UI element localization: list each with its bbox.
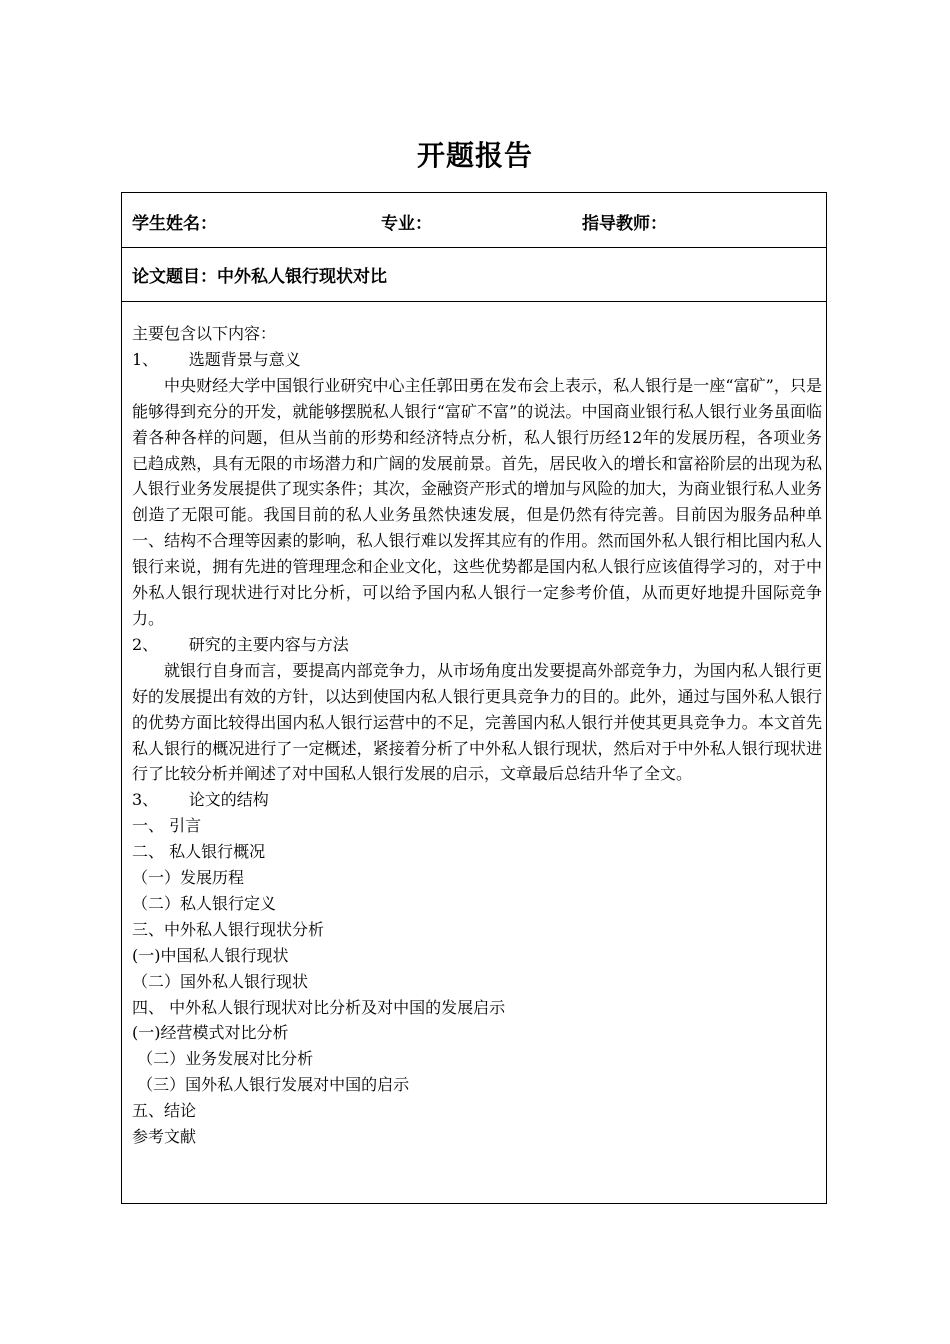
- report-table: [121, 192, 827, 1204]
- section1-heading: 1、 选题背景与意义: [132, 349, 301, 369]
- outline-item: 四、 中外私人银行现状对比分析及对中国的发展启示: [132, 997, 506, 1017]
- info-row: [122, 193, 826, 248]
- topic-value: 中外私人银行现状对比: [217, 267, 387, 287]
- outline-item: 参考文献: [132, 1127, 197, 1147]
- outline-item: （二）业务发展对比分析: [132, 1049, 314, 1069]
- section3-heading: 3、 论文的结构: [132, 790, 269, 810]
- section2-paragraph: 就银行自身而言，要提高内部竞争力，从市场角度出发要提高外部竞争力，为国内私人银行更好的发展提出有效的方针，以达到使国内私人银行更具竞争力的目的。此外，通过与国外私人银行的优势方面比较得出国内私人银行运营中的不足，完善国内私人银行并使其更具竞争力。本文首先私人银行的概况进行了一定概述，紧接着分析了中外私人银行现状，然后对于中外私人银行现状进行了比较分析并阐述了对中国私人银行发展的启示，文章最后总结升华了全文。: [132, 660, 822, 784]
- outline-item: (一)中国私人银行现状: [132, 945, 289, 965]
- outline-item: 三、中外私人银行现状分析: [132, 919, 325, 939]
- outline-item: （二）私人银行定义: [132, 893, 277, 913]
- content-body: [132, 321, 822, 1150]
- page-title: 开题报告: [416, 139, 533, 172]
- content-intro: 主要包含以下内容：: [132, 324, 277, 343]
- student-name-label: 学生姓名：: [132, 214, 217, 234]
- topic-row: [122, 247, 826, 302]
- major-label: 专业：: [381, 214, 432, 234]
- topic-label: 论文题目：: [132, 267, 217, 287]
- section2-heading: 2、 研究的主要内容与方法: [132, 634, 349, 654]
- outline-item: (一)经营模式对比分析: [132, 1023, 289, 1043]
- outline-item: 二、 私人银行概况: [132, 842, 266, 862]
- outline-item: 一、 引言: [132, 816, 202, 836]
- outline-item: （三）国外私人银行发展对中国的启示: [132, 1075, 410, 1095]
- outline-item: （二）国外私人银行现状: [132, 971, 309, 991]
- topic-field: [132, 262, 387, 287]
- outline-item: 五、结论: [132, 1101, 197, 1121]
- advisor-label: 指导教师：: [582, 214, 667, 234]
- section1-paragraph: 中央财经大学中国银行业研究中心主任郭田勇在发布会上表示，私人银行是一座“富矿”，只是能够得到充分的开发，就能够摆脱私人银行“富矿不富”的说法。中国商业银行私人银行业务虽面临着各种各样的问题，但从当前的形势和经济特点分析，私人银行历经12年的发展历程，各项业务已趋成熟，具有无限的市场潜力和广阔的发展前景。首先，居民收入的增长和富裕阶层的出现为私人银行业务发展提供了现实条件；其次，金融资产形式的增加与风险的加大，为商业银行私人业务创造了无限可能。我国目前的私人业务虽然快速发展，但是仍然有待完善。目前因为服务品种单一、结构不合理等因素的影响，私人银行难以发挥其应有的作用。然而国外私人银行相比国内私人银行来说，拥有先进的管理理念和企业文化，这些优势都是国内私人银行应该值得学习的，对于中外私人银行现状进行对比分析，可以给予国内私人银行一定参考价值，从而更好地提升国际竞争力。: [132, 375, 822, 628]
- outline-item: （一）发展历程: [132, 868, 245, 888]
